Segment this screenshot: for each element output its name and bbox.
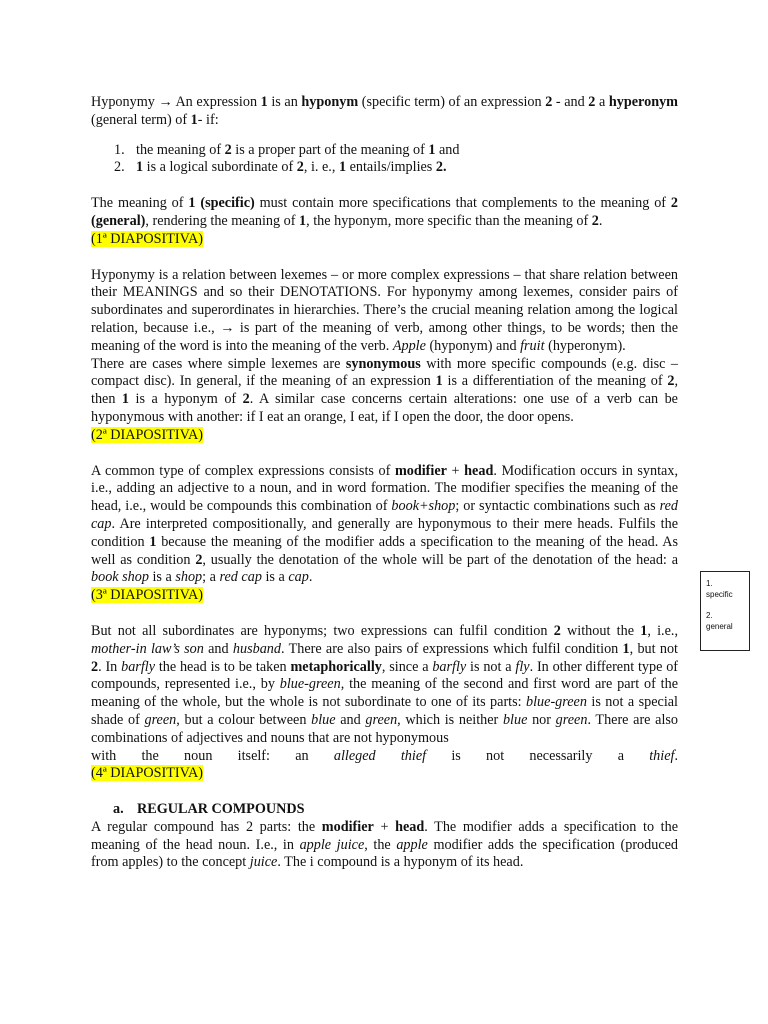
- paragraph-specific-general: The meaning of 1 (specific) must contain more specifications that complements to the meaning of 2 (general), rendering the meaning of 1, the hyponym, more specific than the meaning of 2. (1ª DIAPOSITIVA): [91, 195, 678, 247]
- slide-marker: (1ª DIAPOSITIVA): [91, 230, 204, 247]
- comment-item-number: 2.: [706, 611, 713, 620]
- intro-definition: Hyponymy → An expression 1 is an hyponym (specific term) of an expression 2 - and 2 a hyperonym (general term) of 1- if:: [91, 94, 678, 128]
- paragraph-subordinates: But not all subordinates are hyponyms; two expressions can fulfil condition 2 without the 1, i.e., mother-in law’s son and husband. There are also pairs of expressions which fulfil condition 1, but not 2. In barfly the head is to be taken metaphorically, since a barfly is not a fly. In other different type of compounds, represented i.e., by blue-green, the meaning of the second and first word are part of the meaning of the whole, but the whole is not subordinate to one of its parts: blue-green is not a special shade of green, but a colour between blue and green, which is neither blue nor green. There are also combinations of adjectives and nouns that are not hyponymous with the noun itself: an alleged thief is not necessarily a thief. (4ª DIAPOSITIVA): [91, 622, 679, 782]
- paragraph-modifier-head: A common type of complex expressions consists of modifier + head. Modification occurs in syntax, i.e., adding an adjective to a noun, and in word formation. The modifier specifies the meaning of the head, i.e., would be compounds this combination of book+shop; or syntactic combinations such as red cap. Are interpreted compositionally, and generally are hyponymous to their mere heads. Fulfils the condition 1 because the meaning of the modifier adds a specification to the meaning of the head. As well as condition 2, usually the denotation of the whole will be part of the denotation of the head: a book shop is a shop; a red cap is a cap. (3ª DIAPOSITIVA): [91, 462, 678, 604]
- paragraph-relation: Hyponymy is a relation between lexemes – or more complex expressions – that share relation between their MEANINGS and so their DENOTATIONS. For hyponymy among lexemes, consider pairs of subordinates and superordinates in hierarchies. There’s the crucial meaning relation among the logical relation, because i.e., → is part of the meaning of verb, among other things, to be words; then the meaning of the word is into the meaning of the verb. Apple (hyponym) and fruit (hyperonym). There are cases where simple lexemes are synonymous with more specific compounds (e.g. disc – compact disc). In general, if the meaning of an expression 1 is a differentiation of the meaning of 2, then 1 is a hyponym of 2. A similar case concerns certain alterations: one use of a verb can be hyponymous with another: if I eat an orange, I eat, if I open the door, the door opens. (2ª DIAPOSITIVA): [91, 266, 679, 443]
- comment-item-number: 1.: [706, 579, 713, 588]
- slide-marker: (3ª DIAPOSITIVA): [91, 587, 204, 604]
- comment-item-text: specific: [706, 590, 733, 599]
- slide-marker: (4ª DIAPOSITIVA): [91, 765, 204, 782]
- margin-comment-box: [700, 571, 750, 651]
- slide-marker: (2ª DIAPOSITIVA): [91, 426, 204, 443]
- document-body: [91, 94, 678, 872]
- section-heading: a. REGULAR COMPOUNDS: [113, 801, 305, 818]
- paragraph-regular-compounds: A regular compound has 2 parts: the modifier + head. The modifier adds a specification to the meaning of the head noun. I.e., in apple juice, the apple modifier adds the specification (produced from apples) to the concept juice. The i compound is a hyponym of its head.: [91, 818, 679, 871]
- list-item: 1. the meaning of 2 is a proper part of the meaning of 1 and: [114, 141, 460, 158]
- list-item: 2. 1 is a logical subordinate of 2, i. e., 1 entails/implies 2.: [114, 159, 447, 176]
- conditions-list: [91, 142, 678, 178]
- comment-item-text: general: [706, 622, 733, 631]
